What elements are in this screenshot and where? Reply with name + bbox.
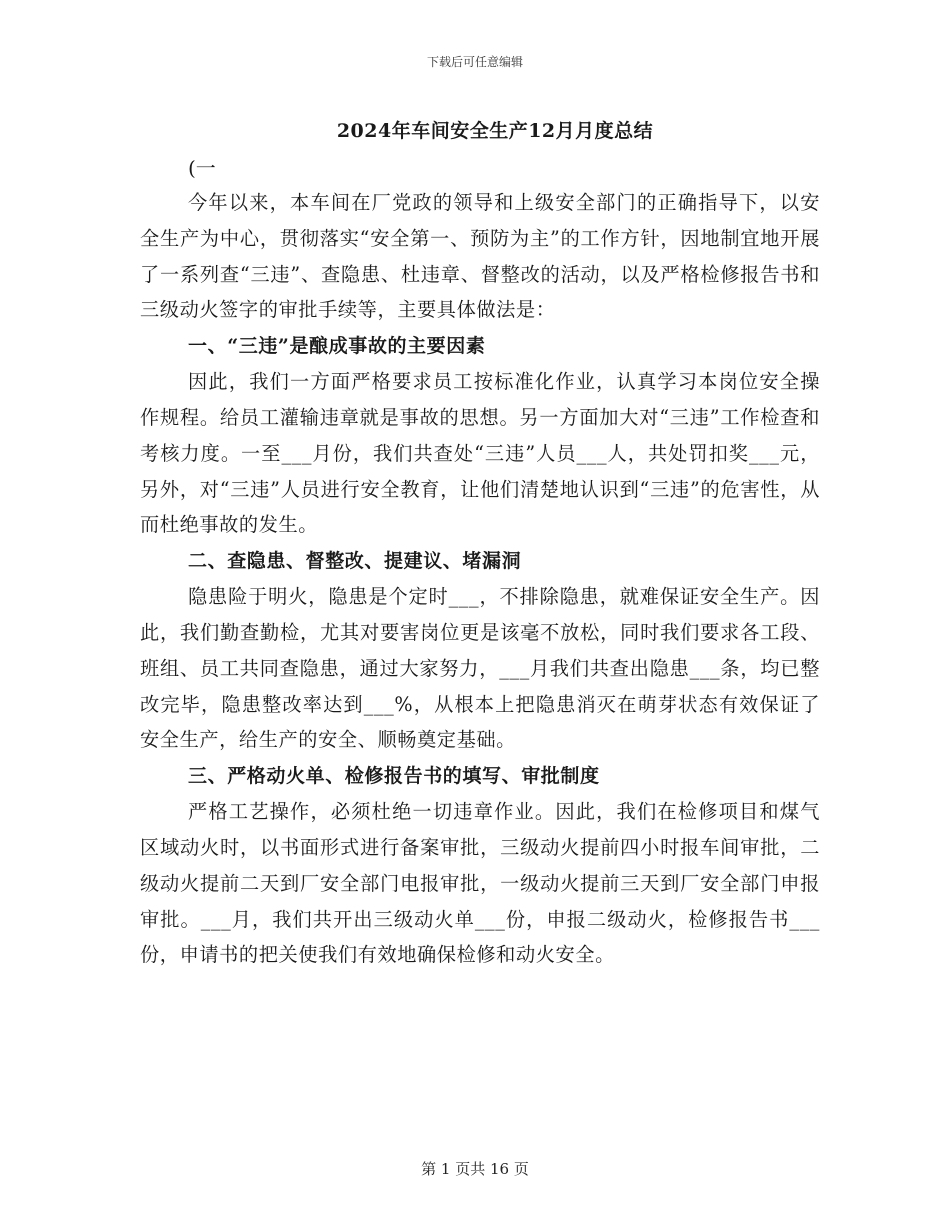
document-title: 2024年车间安全生产12月月度总结 (336, 120, 654, 142)
section-heading-1: 一、“三违”是酿成事故的主要因素 (188, 335, 486, 358)
section-heading-2: 二、查隐患、督整改、提建议、堵漏洞 (188, 550, 522, 573)
section-heading-3: 三、严格动火单、检修报告书的填写、审批制度 (188, 765, 600, 788)
section-paragraph-3: 严格工艺操作，必须杜绝一切违章作业。因此，我们在检修项目和煤气区域动火时，以书面形式进行备案审批，三级动火提前四小时报车间审批，二级动火提前二天到厂安全部门电报审批，一级动火提前三天到厂安全部门申报审批。___月，我们共开出三级动火单___份，申报二级动火，检修报告书___份，申请书的把关使我们有效地确保检修和动火安全。 (140, 800, 820, 967)
section-marker: (一 (188, 156, 216, 180)
intro-paragraph: 今年以来，本车间在厂党政的领导和上级安全部门的正确指导下，以安全生产为中心，贯彻落实“安全第一、预防为主”的工作方针，因地制宜地开展了一系列查“三违”、查隐患、杜违章、督整改的活动，以及严格检修报告书和三级动火签字的审批手续等，主要具体做法是： (140, 191, 820, 322)
document-body (140, 185, 820, 973)
page-footer: 第 1 页共 16 页 (421, 1160, 529, 1178)
section-paragraph-2: 隐患险于明火，隐患是个定时___，不排除隐患，就难保证安全生产。因此，我们勤查勤检，尤其对要害岗位更是该毫不放松，同时我们要求各工段、班组、员工共同查隐患，通过大家努力，___月我们共查出隐患___条，均已整改完毕，隐患整改率达到___%，从根本上把隐患消灭在萌芽状态有效保证了安全生产，给生产的安全、顺畅奠定基础。 (140, 585, 820, 752)
header-note: 下载后可任意编辑 (426, 55, 523, 69)
section-paragraph-1: 因此，我们一方面严格要求员工按标准化作业，认真学习本岗位安全操作规程。给员工灌输违章就是事故的思想。另一方面加大对“三违”工作检查和考核力度。一至___月份，我们共查处“三违”人员___人，共处罚扣奖___元，另外，对“三违”人员进行安全教育，让他们清楚地认识到“三违”的危害性，从而杜绝事故的发生。 (140, 370, 820, 537)
